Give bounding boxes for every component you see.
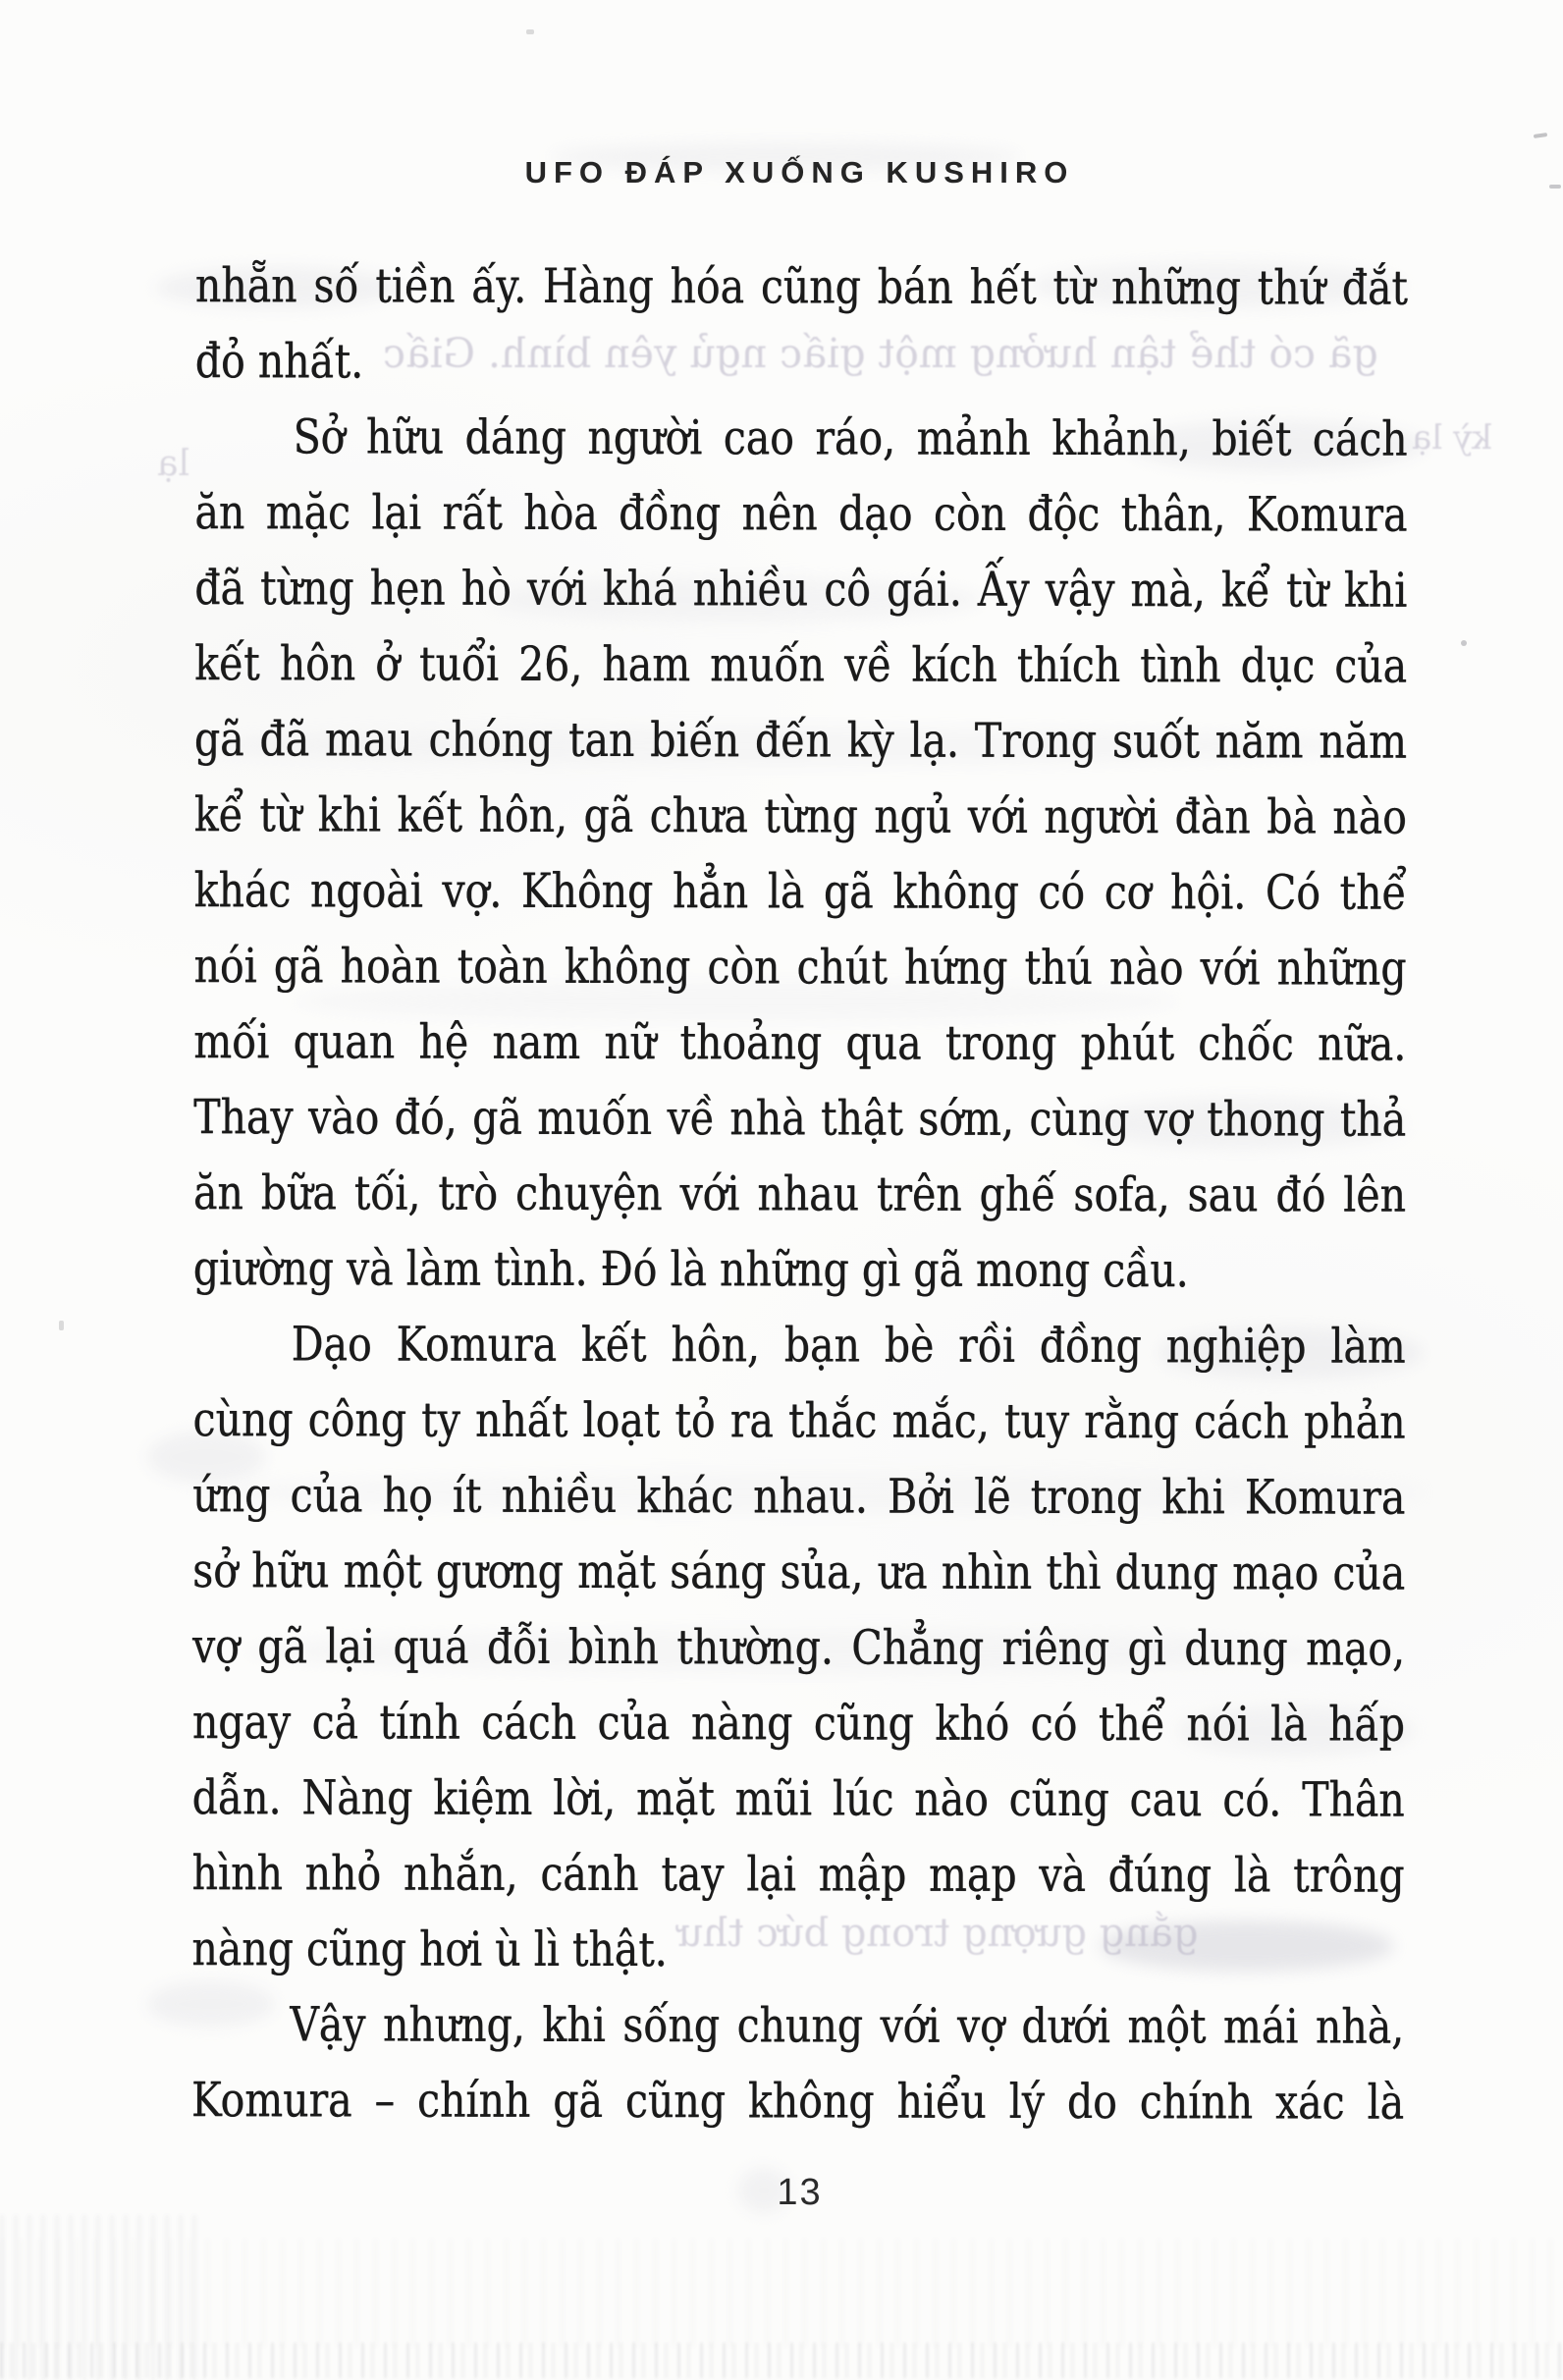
- scan-speck: [1534, 133, 1547, 138]
- text-line: mối quan hệ nam nữ thoảng qua trong phút chốc nữa.: [193, 1013, 1407, 1072]
- bleedthrough-text: gã có thể tận hưởng một giấc ngủ yên bình. Giấc: [383, 330, 1378, 377]
- text-line: nhẵn số tiền ấy. Hàng hóa cũng bán hết từ những thứ đắt: [194, 257, 1408, 316]
- text-line: khác ngoài vợ. Không hẳn là gã không có cơ hội. Có thể: [193, 862, 1407, 921]
- text-line: Sở hữu dáng người cao ráo, mảnh khảnh, biết cách: [293, 408, 1408, 467]
- text-line: dẫn. Nàng kiệm lời, mặt mũi lúc nào cũng cau có. Thân: [191, 1769, 1405, 1828]
- scan-speck: [1461, 640, 1467, 646]
- text-line: đã từng hẹn hò với khá nhiều cô gái. Ấy vậy mà, kể từ khi: [194, 560, 1408, 619]
- scan-speck: [1549, 185, 1561, 189]
- text-line: hình nhỏ nhắn, cánh tay lại mập mạp và đúng là trông: [191, 1845, 1405, 1904]
- body-text: [191, 248, 1408, 2141]
- text-line: Komura – chính gã cũng không hiểu lý do chính xác là: [191, 2072, 1405, 2131]
- bleedthrough-text: gắng gượng trong bức thư: [677, 1911, 1199, 1956]
- text-line: nàng cũng hơi ù lì thật.: [191, 1920, 668, 1977]
- text-line: ăn bữa tối, trò chuyện với nhau trên ghế sofa, sau đó lên: [192, 1164, 1407, 1223]
- text-line: ăn mặc lại rất hòa đồng nên dạo còn độc thân, Komura: [194, 484, 1408, 543]
- scan-speck: [59, 1321, 64, 1330]
- text-line: cùng công ty nhất loạt tỏ ra thắc mắc, tuy rằng cách phản: [192, 1391, 1406, 1450]
- page-number: 13: [777, 2172, 823, 2213]
- text-line: ngay cả tính cách của nàng cũng khó có thể nói là hấp: [191, 1694, 1405, 1753]
- text-line: gã đã mau chóng tan biến đến kỳ lạ. Trong suốt năm năm: [193, 711, 1408, 770]
- bleedthrough-text: kỳ lạ: [1412, 418, 1492, 458]
- text-line: sở hữu một gương mặt sáng sủa, ưa nhìn thì dung mạo của: [192, 1542, 1406, 1601]
- text-line: vợ gã lại quá đỗi bình thường. Chẳng riêng gì dung mạo,: [191, 1618, 1406, 1677]
- text-line: nói gã hoàn toàn không còn chút hứng thú nào với những: [193, 938, 1407, 997]
- bleedthrough-text: lạ: [157, 444, 189, 484]
- running-header: UFO ĐÁP XUỐNG KUSHIRO: [524, 155, 1075, 189]
- text-line: Dạo Komura kết hôn, bạn bè rồi đồng nghiệp làm: [291, 1316, 1406, 1375]
- scan-speck: [526, 29, 534, 34]
- scan-noise-band: [0, 2343, 1563, 2378]
- text-line: giường và làm tình. Đó là những gì gã mong cầu.: [192, 1240, 1189, 1299]
- text-line: ứng của họ ít nhiều khác nhau. Bởi lẽ trong khi Komura: [192, 1467, 1406, 1526]
- text-line: kết hôn ở tuổi 26, ham muốn về kích thích tình dục của: [194, 635, 1408, 694]
- text-line: Vậy nhưng, khi sống chung với vợ dưới một mái nhà,: [290, 1996, 1405, 2055]
- text-line: đỏ nhất.: [194, 333, 364, 390]
- scan-noise-band: [0, 2239, 1563, 2347]
- text-line: kể từ khi kết hôn, gã chưa từng ngủ với người đàn bà nào: [193, 786, 1407, 845]
- text-line: Thay vào đó, gã muốn về nhà thật sớm, cùng vợ thong thả: [193, 1089, 1407, 1148]
